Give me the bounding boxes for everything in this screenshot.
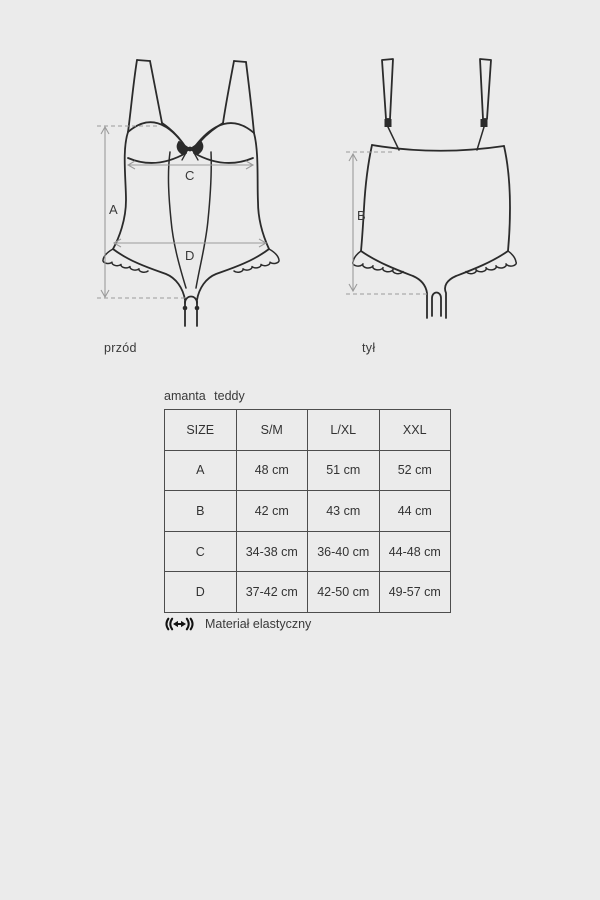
back-left-strap-line [388,127,399,150]
table-row-d [165,572,451,613]
size-cell: 37-42 cm [236,572,308,613]
front-left-strap [137,60,150,61]
back-left-strap [382,59,393,119]
back-right-lace-flap [466,251,516,274]
row-label: B [165,491,237,532]
row-label: A [165,450,237,491]
size-cell: 44 cm [379,491,451,532]
back-dimension-labels [357,208,366,223]
size-cell: 43 cm [308,491,380,532]
front-snap-right [195,306,200,311]
size-cell: 48 cm [236,450,308,491]
column-header-sm: S/M [236,410,308,451]
front-right-seam [196,152,211,288]
row-label: D [165,572,237,613]
size-cell: 44-48 cm [379,531,451,572]
front-left-underbust [128,153,186,163]
table-row-a [165,450,451,491]
size-cell: 52 cm [379,450,451,491]
size-chart-title: amanta teddy [164,389,245,403]
back-left-strap-slider [385,119,392,127]
table-row-c [165,531,451,572]
back-left-side [361,145,372,251]
back-view-caption: tył [362,341,376,355]
size-chart-table [164,409,451,613]
front-crotch-arch [185,297,197,304]
back-right-strap-slider [481,119,488,127]
front-right-strap-outer [246,62,254,133]
back-right-strap [480,59,491,119]
dimension-label-a: A [109,202,118,217]
front-left-lace-flap [103,249,148,272]
back-crotch-arch [432,293,441,317]
front-left-strap-inner [150,61,162,123]
front-left-side [113,132,128,249]
dimension-label-d: D [185,248,195,263]
front-view-caption: przód [104,341,137,355]
dimension-label-c: C [185,168,195,183]
elastic-material-note [163,617,311,631]
front-teddy-outline [103,60,279,326]
elastic-stretch-arrow-icon [163,617,196,631]
size-chart-header-row [165,410,451,451]
column-header-size: SIZE [165,410,237,451]
size-cell: 36-40 cm [308,531,380,572]
back-teddy-outline [353,59,516,318]
back-teddy-diagram [330,50,540,340]
front-teddy-diagram [90,50,280,340]
column-header-lxl: L/XL [308,410,380,451]
front-right-strap [234,61,246,62]
size-cell: 42 cm [236,491,308,532]
front-left-seam [168,152,186,288]
front-snap-left [183,306,188,311]
front-right-side [254,133,269,249]
back-left-leg-curve [361,251,427,318]
back-top-edge [372,145,504,151]
back-right-side [504,146,510,251]
size-cell: 49-57 cm [379,572,451,613]
front-right-strap-inner [223,61,234,123]
front-right-underbust [194,153,253,163]
row-label: C [165,531,237,572]
front-left-leg-curve [113,249,185,300]
size-cell: 42-50 cm [308,572,380,613]
elastic-material-label: Materiał elastyczny [205,617,312,631]
table-row-b [165,491,451,532]
bow-detail [177,142,202,161]
back-dimension-lines [346,152,430,294]
dimension-label-b: B [357,208,366,223]
back-right-leg-curve [445,251,508,318]
front-dimension-labels [109,168,194,263]
column-header-xxl: XXL [379,410,451,451]
front-right-lace-flap [234,249,279,272]
back-left-lace-flap [353,251,403,274]
back-right-strap-line [477,127,484,150]
front-left-strap-outer [128,60,137,132]
front-right-leg-curve [197,249,269,300]
size-cell: 51 cm [308,450,380,491]
size-cell: 34-38 cm [236,531,308,572]
